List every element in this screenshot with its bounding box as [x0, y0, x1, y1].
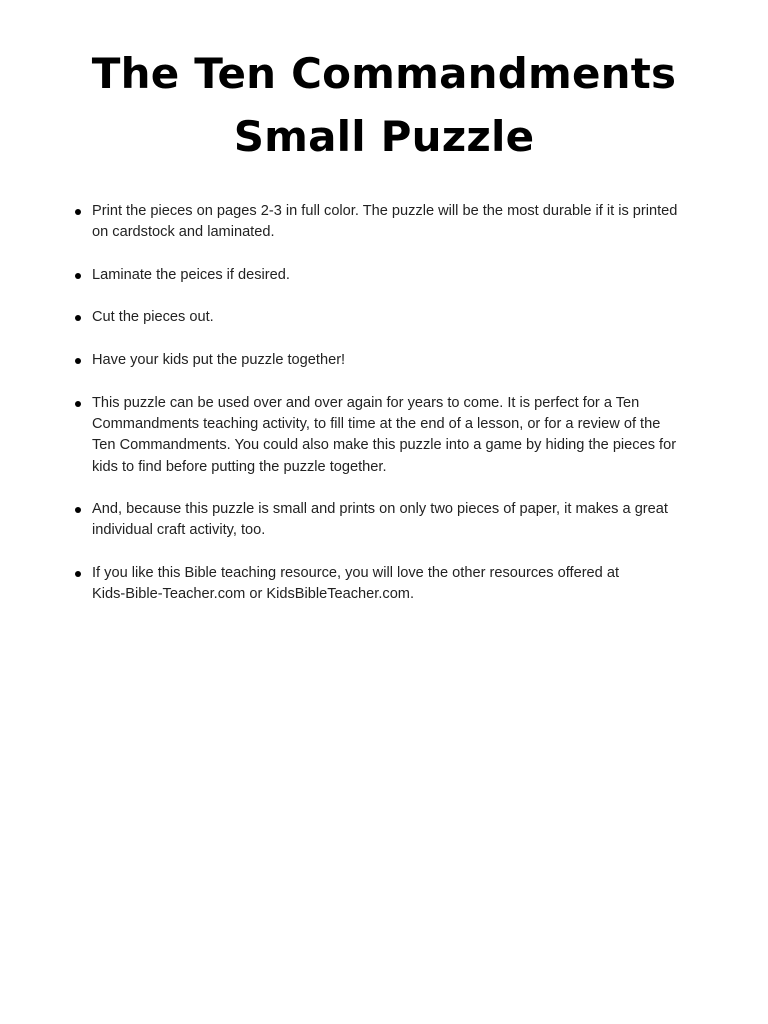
text-line: Have your kids put the puzzle together! [92, 352, 346, 369]
text-line: Ten Commandments. You could also make this puzzle into a game by hiding the pieces for [92, 437, 677, 454]
list-item [74, 393, 714, 478]
list-item [74, 265, 714, 286]
bullet-icon [75, 315, 81, 321]
text-line: Cut the pieces out. [92, 309, 214, 326]
bullet-icon [75, 507, 81, 513]
list-item [74, 563, 714, 606]
bullet-icon [75, 273, 81, 279]
text-line: Commandments teaching activity, to fill time at the end of a lesson, or for a review of the [92, 415, 661, 432]
title-line: The Ten Commandments [91, 49, 677, 98]
list-item [74, 201, 714, 244]
list-item-text [92, 350, 714, 371]
list-item-text [92, 307, 714, 328]
bullet-icon [75, 571, 81, 577]
list-item-text [92, 201, 714, 244]
list-item [74, 350, 714, 371]
text-line: If you like this Bible teaching resource, you will love the other resources offered at [92, 565, 620, 582]
bullet-icon [75, 358, 81, 364]
list-item [74, 499, 714, 542]
list-item-text [92, 265, 714, 286]
text-line: This puzzle can be used over and over again for years to come. It is perfect for a Ten [92, 394, 640, 411]
page-title [0, 42, 768, 168]
text-line: Laminate the peices if desired. [92, 266, 290, 283]
list-item-text [92, 563, 714, 606]
text-line: kids to find before putting the puzzle together. [92, 458, 387, 475]
bullet-icon [75, 209, 81, 215]
list-item-text [92, 499, 714, 542]
list-item [74, 307, 714, 328]
text-line: individual craft activity, too. [92, 522, 266, 539]
text-line: Print the pieces on pages 2-3 in full color. The puzzle will be the most durable if it is printed [92, 203, 678, 219]
list-item-text [92, 393, 714, 478]
bullet-icon [75, 401, 81, 407]
instruction-list [74, 201, 714, 627]
text-line: on cardstock and laminated. [92, 224, 275, 241]
title-line: Small Puzzle [233, 112, 535, 161]
text-line: And, because this puzzle is small and prints on only two pieces of paper, it makes a great [92, 501, 668, 518]
text-line: Kids-Bible-Teacher.com or KidsBibleTeacher.com. [92, 586, 415, 603]
